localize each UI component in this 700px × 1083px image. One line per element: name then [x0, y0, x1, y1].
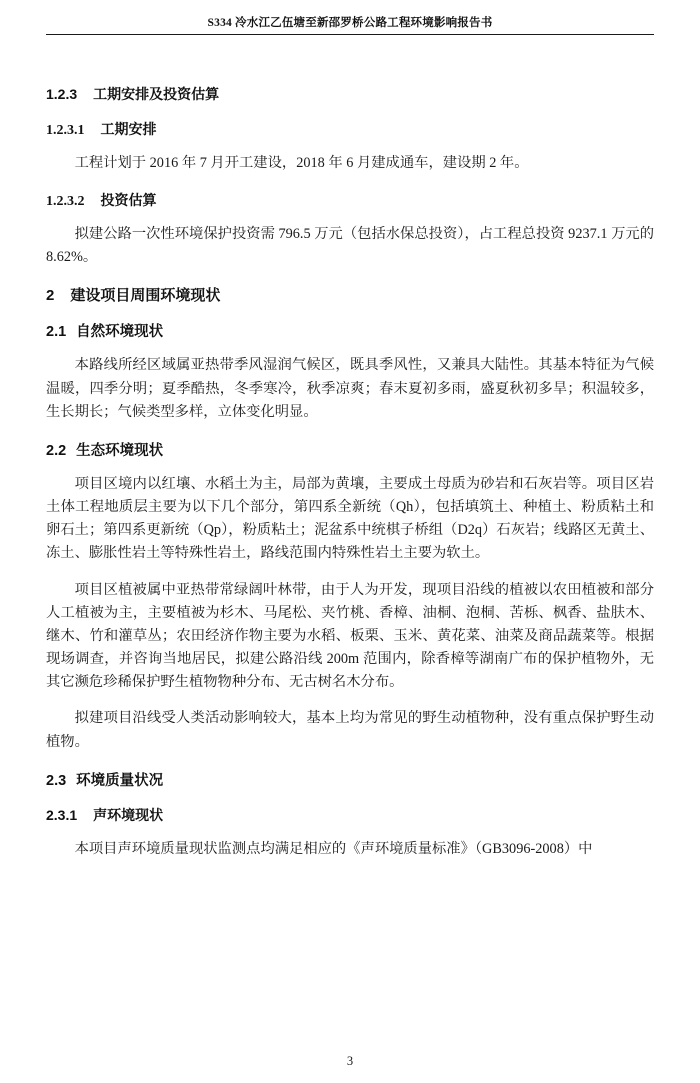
- paragraph: 拟建项目沿线受人类活动影响较大，基本上均为常见的野生动植物种，没有重点保护野生动植物。: [46, 710, 654, 750]
- paragraph: 拟建公路一次性环境保护投资需 796.5 万元（包括水保总投资），占工程总投资 9237.1 万元的 8.62%。: [46, 226, 654, 266]
- heading-title: 生态环境现状: [76, 442, 164, 459]
- heading-title: 工期安排: [100, 123, 157, 138]
- heading-number: 2.1: [46, 324, 67, 341]
- heading-number: 2.3.1: [46, 806, 78, 823]
- paragraph: 工程计划于 2016 年 7 月开工建设，2018 年 6 月建成通车，建设期 2 年。: [74, 155, 529, 171]
- section-heading: [46, 84, 654, 104]
- page-number: 3: [346, 1054, 354, 1068]
- paragraph: 本路线所经区域属亚热带季风湿润气候区，既具季风性，又兼具大陆性。其基本特征为气候温暖，四季分明；夏季酷热，冬季寒冷，秋季凉爽；春末夏初多雨，盛夏秋初多旱；积温较多，生长期长；气候类型多样，立体变化明显。: [46, 357, 654, 420]
- heading-number: 1.2.3.2: [46, 194, 85, 210]
- section-heading: [46, 119, 654, 139]
- heading-title: 投资估算: [100, 194, 157, 210]
- section-heading: [46, 805, 654, 825]
- heading-title: 声环境现状: [93, 806, 164, 823]
- heading-number: 1.2.3.1: [46, 123, 85, 138]
- section-heading: [46, 439, 654, 460]
- document-body: [46, 35, 654, 861]
- paragraph: 项目区植被属中亚热带常绿阔叶林带，由于人为开发，现项目沿线的植被以农田植被和部分人工植被为主，主要植被为杉木、马尾松、夹竹桃、香樟、油桐、泡桐、苦栎、枫香、盐肤木、继木、竹和灌草丛；农田经济作物主要为水稻、板栗、玉米、黄花菜、油菜及商品蔬菜等。根据现场调查，并咨询当地居民，拟建公路沿线 200m 范围内，除香樟等湖南广布的保护植物外，无其它濒危珍稀保护野生植物物种分布、无古树名木分布。: [46, 581, 654, 691]
- heading-number: 2.2: [46, 442, 67, 459]
- heading-number: 2.3: [46, 772, 67, 789]
- heading-number: 2: [46, 287, 55, 305]
- paragraph: 本项目声环境质量现状监测点均满足相应的《声环境质量标准》（GB3096-2008）中: [74, 840, 593, 857]
- heading-number: 1.2.3: [46, 86, 78, 102]
- section-heading: [46, 769, 654, 790]
- heading-title: 自然环境现状: [76, 324, 164, 341]
- heading-title: 工期安排及投资估算: [93, 86, 220, 102]
- section-heading: [46, 190, 654, 210]
- running-header: [46, 0, 654, 35]
- section-heading: [46, 320, 654, 341]
- heading-title: 环境质量状况: [76, 772, 164, 789]
- section-heading: [46, 284, 654, 305]
- heading-title: 建设项目周围环境现状: [70, 287, 221, 305]
- running-header-text: S334 冷水江乙伍塘至新邵罗桥公路工程环境影响报告书: [207, 17, 493, 29]
- paragraph: 项目区境内以红壤、水稻土为主，局部为黄壤，主要成土母质为砂岩和石灰岩等。项目区岩土体工程地质层主要为以下几个部分，第四系全新统（Qh），包括填筑土、种植土、粉质粘土和卵石土；第四系更新统（Qp），粉质粘土；泥盆系中统棋子桥组（D2q）石灰岩；线路区无黄土、冻土、膨胀性岩土等特殊性岩土，路线范围内特殊性岩土主要为软土。: [46, 475, 654, 562]
